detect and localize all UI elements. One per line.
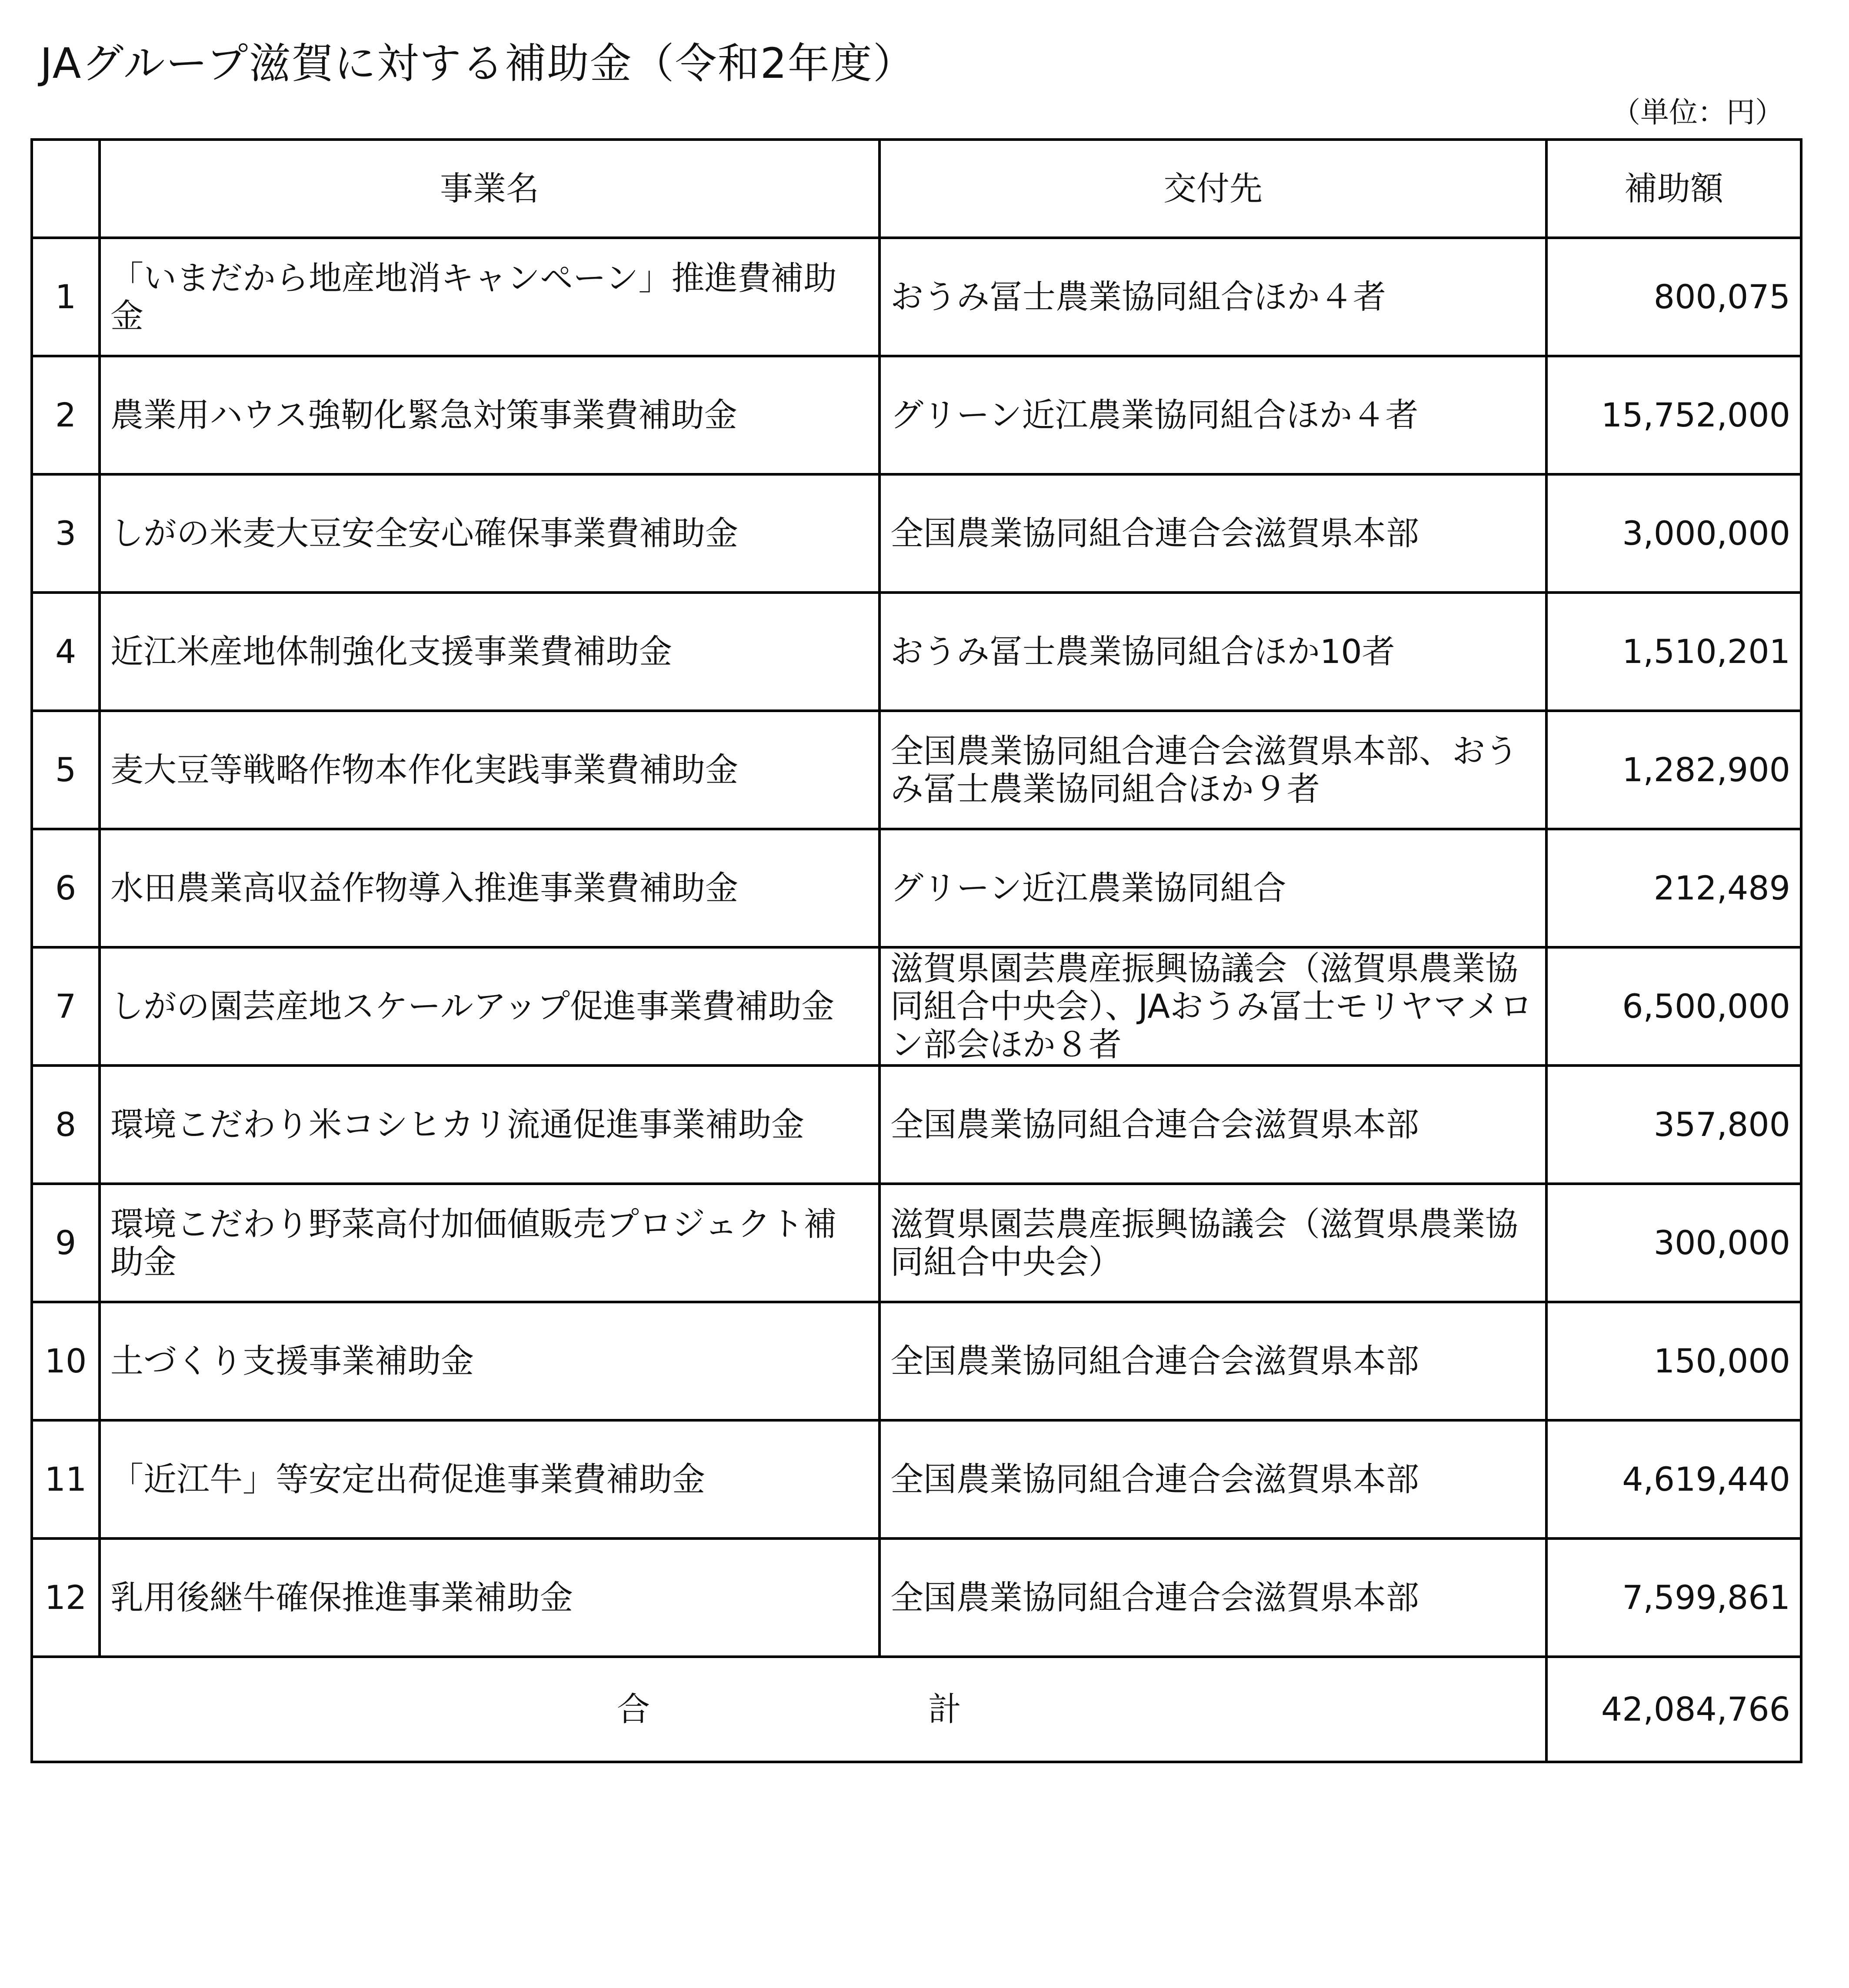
recipient: 全国農業協同組合連合会滋賀県本部 bbox=[880, 1302, 1546, 1420]
recipient: 全国農業協同組合連合会滋賀県本部 bbox=[880, 474, 1546, 593]
row-number: 2 bbox=[32, 356, 100, 474]
table-header-row bbox=[32, 140, 1801, 238]
table-row bbox=[32, 1066, 1801, 1184]
row-number: 11 bbox=[32, 1420, 100, 1538]
project-name: 土づくり支援事業補助金 bbox=[100, 1302, 880, 1420]
recipient: 滋賀県園芸農産振興協議会（滋賀県農業協同組合中央会）、JAおうみ冨士モリヤマメロン部会ほか８者 bbox=[880, 947, 1546, 1066]
recipient: 全国農業協同組合連合会滋賀県本部 bbox=[880, 1538, 1546, 1657]
amount: 300,000 bbox=[1546, 1184, 1801, 1302]
project-name: しがの米麦大豆安全安心確保事業費補助金 bbox=[100, 474, 880, 593]
amount: 4,619,440 bbox=[1546, 1420, 1801, 1538]
amount: 357,800 bbox=[1546, 1066, 1801, 1184]
table-row bbox=[32, 947, 1801, 1066]
total-label-first: 合 bbox=[617, 1690, 650, 1729]
amount: 150,000 bbox=[1546, 1302, 1801, 1420]
row-number: 5 bbox=[32, 711, 100, 829]
row-number: 9 bbox=[32, 1184, 100, 1302]
row-number: 8 bbox=[32, 1066, 100, 1184]
table-row bbox=[32, 1538, 1801, 1657]
project-name: 農業用ハウス強靭化緊急対策事業費補助金 bbox=[100, 356, 880, 474]
recipient: グリーン近江農業協同組合ほか４者 bbox=[880, 356, 1546, 474]
table-row bbox=[32, 593, 1801, 711]
recipient: おうみ冨士農業協同組合ほか４者 bbox=[880, 238, 1546, 356]
amount: 6,500,000 bbox=[1546, 947, 1801, 1066]
amount: 1,282,900 bbox=[1546, 711, 1801, 829]
table-row bbox=[32, 829, 1801, 947]
table-row bbox=[32, 474, 1801, 593]
row-number: 10 bbox=[32, 1302, 100, 1420]
project-name: しがの園芸産地スケールアップ促進事業費補助金 bbox=[100, 947, 880, 1066]
recipient: グリーン近江農業協同組合 bbox=[880, 829, 1546, 947]
amount: 15,752,000 bbox=[1546, 356, 1801, 474]
project-name: 近江米産地体制強化支援事業費補助金 bbox=[100, 593, 880, 711]
table-row bbox=[32, 1184, 1801, 1302]
table-row bbox=[32, 1302, 1801, 1420]
project-name: 「いまだから地産地消キャンペーン」推進費補助金 bbox=[100, 238, 880, 356]
unit-note: （単位：円） bbox=[1612, 96, 1784, 129]
amount: 7,599,861 bbox=[1546, 1538, 1801, 1657]
total-row bbox=[32, 1657, 1801, 1762]
recipient: 全国農業協同組合連合会滋賀県本部 bbox=[880, 1420, 1546, 1538]
table-row bbox=[32, 356, 1801, 474]
page-title: JAグループ滋賀に対する補助金（令和2年度） bbox=[40, 39, 916, 88]
project-name: 麦大豆等戦略作物本作化実践事業費補助金 bbox=[100, 711, 880, 829]
project-name: 水田農業高収益作物導入推進事業費補助金 bbox=[100, 829, 880, 947]
row-number: 3 bbox=[32, 474, 100, 593]
recipient: 全国農業協同組合連合会滋賀県本部、おうみ冨士農業協同組合ほか９者 bbox=[880, 711, 1546, 829]
row-number: 4 bbox=[32, 593, 100, 711]
project-name: 乳用後継牛確保推進事業補助金 bbox=[100, 1538, 880, 1657]
row-number: 7 bbox=[32, 947, 100, 1066]
total-amount: 42,084,766 bbox=[1546, 1657, 1801, 1762]
amount: 800,075 bbox=[1546, 238, 1801, 356]
row-number: 6 bbox=[32, 829, 100, 947]
table-row bbox=[32, 1420, 1801, 1538]
amount: 212,489 bbox=[1546, 829, 1801, 947]
recipient: 全国農業協同組合連合会滋賀県本部 bbox=[880, 1066, 1546, 1184]
amount: 3,000,000 bbox=[1546, 474, 1801, 593]
header-project-name: 事業名 bbox=[100, 140, 880, 238]
amount: 1,510,201 bbox=[1546, 593, 1801, 711]
header-no bbox=[32, 140, 100, 238]
subsidy-table bbox=[30, 138, 1802, 1763]
project-name: 環境こだわり米コシヒカリ流通促進事業補助金 bbox=[100, 1066, 880, 1184]
header-amount: 補助額 bbox=[1546, 140, 1801, 238]
total-label-second: 計 bbox=[928, 1690, 961, 1729]
table-row bbox=[32, 711, 1801, 829]
row-number: 12 bbox=[32, 1538, 100, 1657]
project-name: 環境こだわり野菜高付加価値販売プロジェクト補助金 bbox=[100, 1184, 880, 1302]
recipient: 滋賀県園芸農産振興協議会（滋賀県農業協同組合中央会） bbox=[880, 1184, 1546, 1302]
table-row bbox=[32, 238, 1801, 356]
row-number: 1 bbox=[32, 238, 100, 356]
total-label bbox=[32, 1657, 1546, 1762]
header-recipient: 交付先 bbox=[880, 140, 1546, 238]
recipient: おうみ冨士農業協同組合ほか10者 bbox=[880, 593, 1546, 711]
project-name: 「近江牛」等安定出荷促進事業費補助金 bbox=[100, 1420, 880, 1538]
